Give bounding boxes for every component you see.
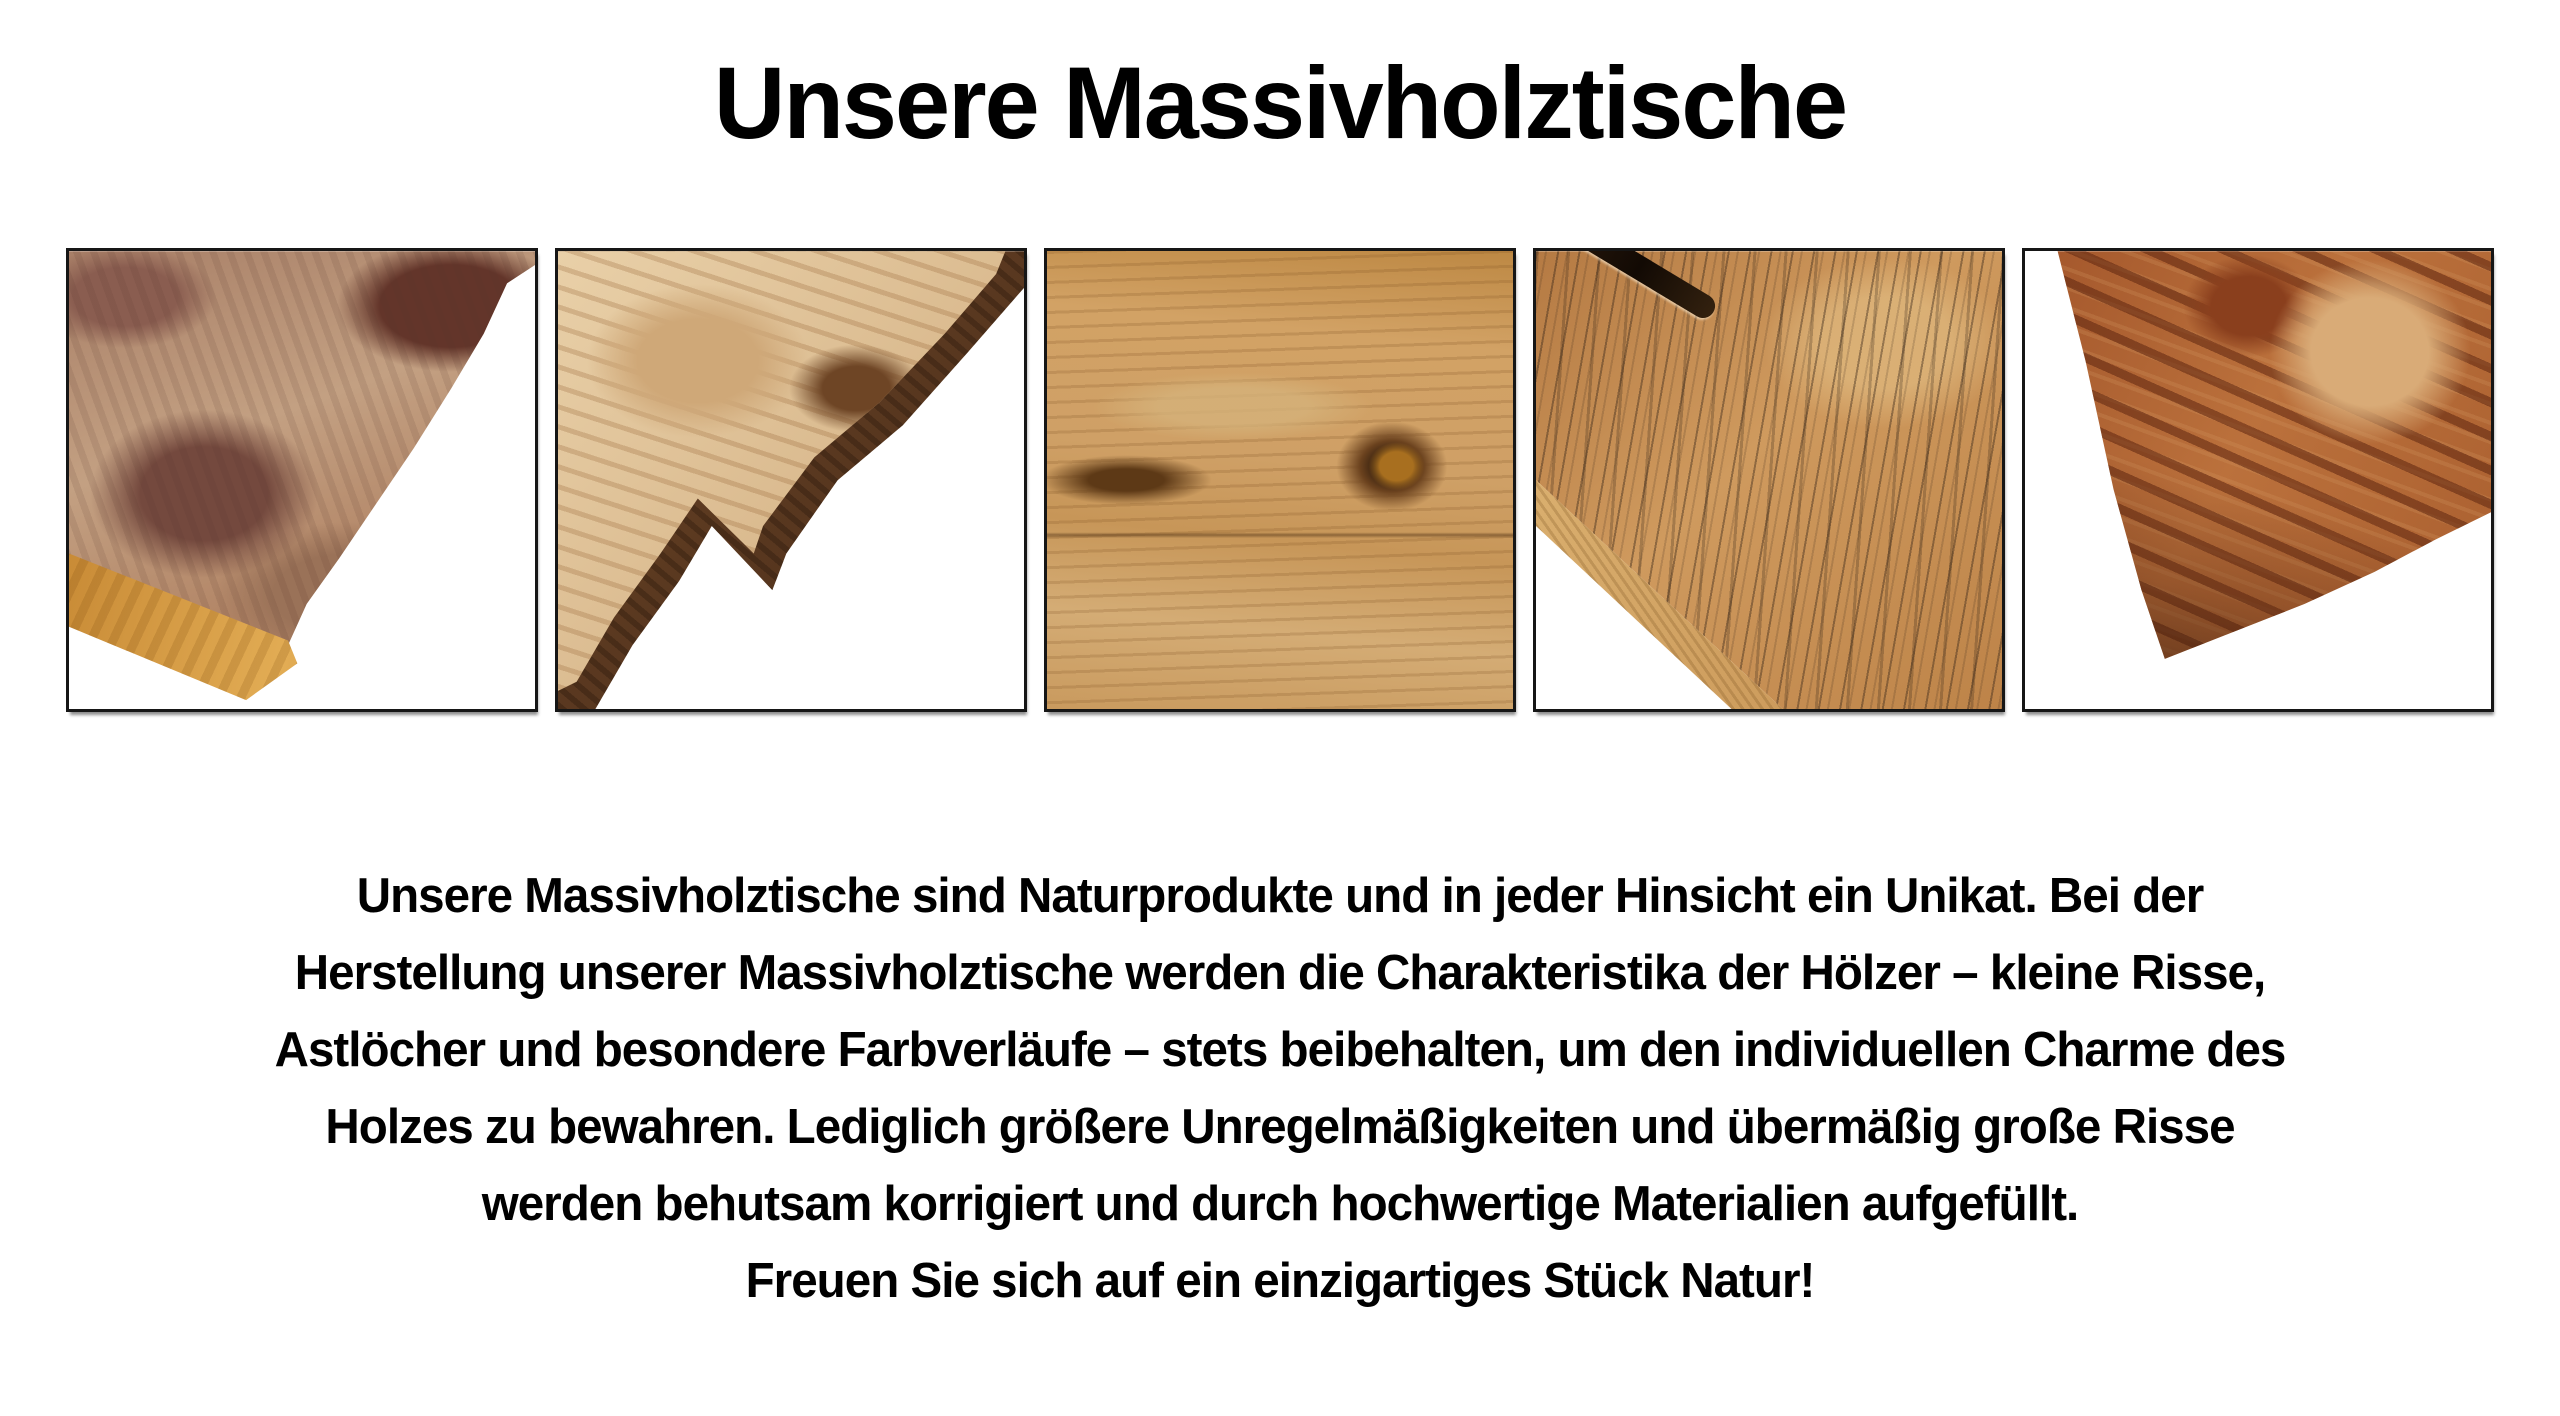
paragraph-line: Holzes zu bewahren. Lediglich größere Unregelmäßigkeiten und übermäßig große Risse [325, 1100, 2235, 1155]
paragraph-line: Freuen Sie sich auf ein einzigartiges Stück Natur! [745, 1254, 1815, 1309]
paragraph-line: Astlöcher und besondere Farbverläufe – stets beibehalten, um den individuellen Charme des [274, 1023, 2286, 1078]
wood-sample-image-4 [1533, 248, 2005, 712]
rough-sawn-surface [1536, 251, 2002, 709]
wood-sample-gallery [0, 248, 2560, 712]
paragraph-line: werden behutsam korrigiert und durch hochwertige Materialien aufgefüllt. [481, 1177, 2079, 1232]
paragraph-line: Herstellung unserer Massivholztische werden die Charakteristika der Hölzer – kleine Risse, [294, 946, 2266, 1001]
wood-sample-image-1 [66, 248, 538, 712]
paragraph-line: Unsere Massivholztische sind Naturprodukte und in jeder Hinsicht ein Unikat. Bei der [356, 869, 2204, 924]
description-paragraph [38, 858, 2521, 1320]
wood-sample-image-5 [2022, 248, 2494, 712]
wood-sample-image-3 [1044, 248, 1516, 712]
page-title: Unsere Massivholztische [713, 46, 1847, 160]
wood-grain-with-knots [1047, 251, 1513, 709]
wood-striped-corner-surface [2025, 251, 2491, 709]
wood-sample-image-2 [555, 248, 1027, 712]
